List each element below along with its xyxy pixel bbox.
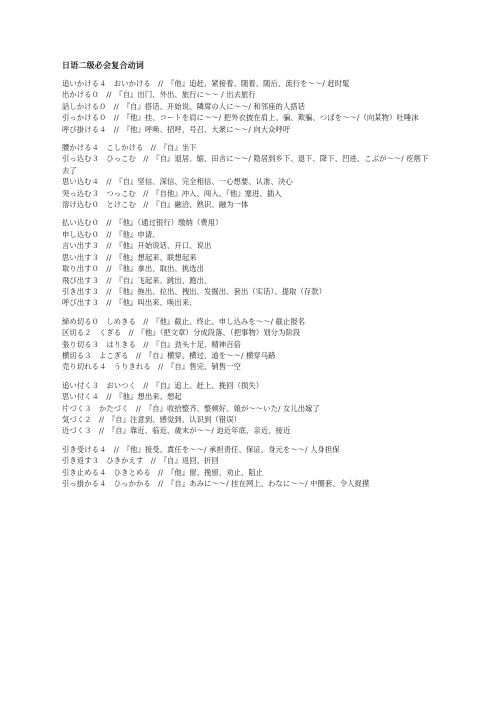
vocabulary-entry: 引っ掛かる４ ひっかかる // 『自』あみに～～/ 挂在网上、わなに～～/ 中圈套、令人捉摸 [62, 479, 370, 488]
vocabulary-entry: 払い込む０ // 『他』（通过银行）缴纳（费用） [62, 218, 223, 228]
vocabulary-entry: 呼び掛ける４ // 『他』呼唤、招呼、号召、大衆に～～/ 向大众呼吁 [62, 124, 291, 134]
vocabulary-entry: 溶け込む０ とけこむ // 『自』融洽、熟识、融为一体 [62, 200, 249, 210]
vocabulary-entry: 張り切る３ はりきる // 『自』劲头十足、精神百倍 [62, 339, 241, 349]
vocabulary-group [62, 217, 434, 308]
vocabulary-group [62, 316, 434, 373]
vocabulary-group [62, 142, 434, 210]
vocabulary-entry: 思い込む４ // 『自』坚信、深信、完全相信、一心想要、认准、决心 [62, 177, 293, 187]
vocabulary-entry: 売り切れる４ うりきれる // 『自』售完、销售一空 [62, 362, 241, 372]
vocabulary-entry: 引っ込む３ ひっこむ // 『自』退居、缩、田舎に～～/ 隐居到乡下、退下、降下、凹进、こぶが～～/ 疙瘩下去了 [62, 154, 429, 175]
vocabulary-group [62, 78, 434, 135]
vocabulary-entry: 横切る３ よこぎる // 『自』横穿、横过、道を～～/ 横穿马路 [62, 350, 276, 360]
vocabulary-entry: 追い付く３ おいつく // 『自』追上、赶上、挽回（损失） [62, 380, 264, 390]
vocabulary-entry: 引き返す３ ひきかえす // 『自』返回、折回 [62, 456, 219, 466]
vocabulary-entry: 引き出す３ // 『他』拖出、拉出、拽出、发掘出、套出（实话）、提取（存款） [62, 286, 327, 296]
vocabulary-entry: 近づく３ // 『自』靠近、临近、歳末が～～/ 迫近年底、亲近、接近 [62, 426, 291, 436]
vocabulary-entry: 区切る２ くぎる // 『他』（把文章）分成段落、（把事物）划分为阶段 [62, 328, 301, 338]
vocabulary-entry: 呼び出す３ // 『他』叫出来、唤出来、 [62, 298, 197, 308]
vocabulary-entry: 引き止める４ ひきとめる // 『他』留、挽留、劝止、阻止 [62, 467, 264, 477]
vocabulary-entry: 言い出す３ // 『他』开始说话、开口、说出 [62, 241, 212, 251]
page-title: 日语二级必会复合动词 [62, 61, 144, 70]
vocabulary-list [62, 78, 434, 496]
vocabulary-group [62, 444, 434, 490]
vocabulary-entry: 飛び出す３ // 『自』飞起来、跳出、跑出、 [62, 275, 212, 285]
vocabulary-entry: 思い出す３ // 『他』想起来、联想起来 [62, 252, 197, 262]
vocabulary-entry: 取り出す０ // 『他』拿出、取出、挑选出 [62, 264, 205, 274]
vocabulary-entry: 話しかける０ // 『自』搭话、开始说、隣席の人に～～/ 和邻座的人搭话 [62, 101, 306, 111]
vocabulary-entry: 気づく２ // 『自』注意到、感觉到、认识到（错误） [62, 414, 241, 424]
vocabulary-entry: 申し込む０ // 『他』申请、 [62, 229, 160, 239]
vocabulary-entry: 追いかける４ おいかける // 『他』追赶、紧接着、随着、随后、流行を～～/ 赶时髦 [62, 79, 350, 88]
vocabulary-entry: 腰かける４ こしかける // 『自』坐下 [62, 143, 197, 153]
vocabulary-group [62, 380, 434, 437]
vocabulary-entry: 出かける０ // 『自』出门、外出、旅行に～～ / 出去旅行 [62, 90, 256, 100]
vocabulary-entry: 思い付く４ // 『他』想出来、想起 [62, 392, 182, 402]
vocabulary-entry: 片づく３ かたづく // 『自』收拾整齐、整顿好、娘が～～いた/ 女儿出嫁了 [62, 403, 320, 413]
vocabulary-entry: 締め切る０ しめきる // 『他』截止、终止、申し込みを～～/ 截止报名 [62, 316, 306, 326]
vocabulary-entry: 引き受ける４ // 『他』接受、責任を～～/ 承担责任、保证、身元を～～/ 人身担保 [62, 444, 340, 454]
vocabulary-entry: 引っかける０ // 『他』挂、コートを肩に～～/ 把外衣披在肩上、骗、欺骗、つばを～～/（向某物）吐唾沫 [62, 113, 419, 123]
vocabulary-entry: 突っ込む３ つっこむ // 『自他』冲入、闯入、『他』塞进、插入 [62, 188, 282, 198]
